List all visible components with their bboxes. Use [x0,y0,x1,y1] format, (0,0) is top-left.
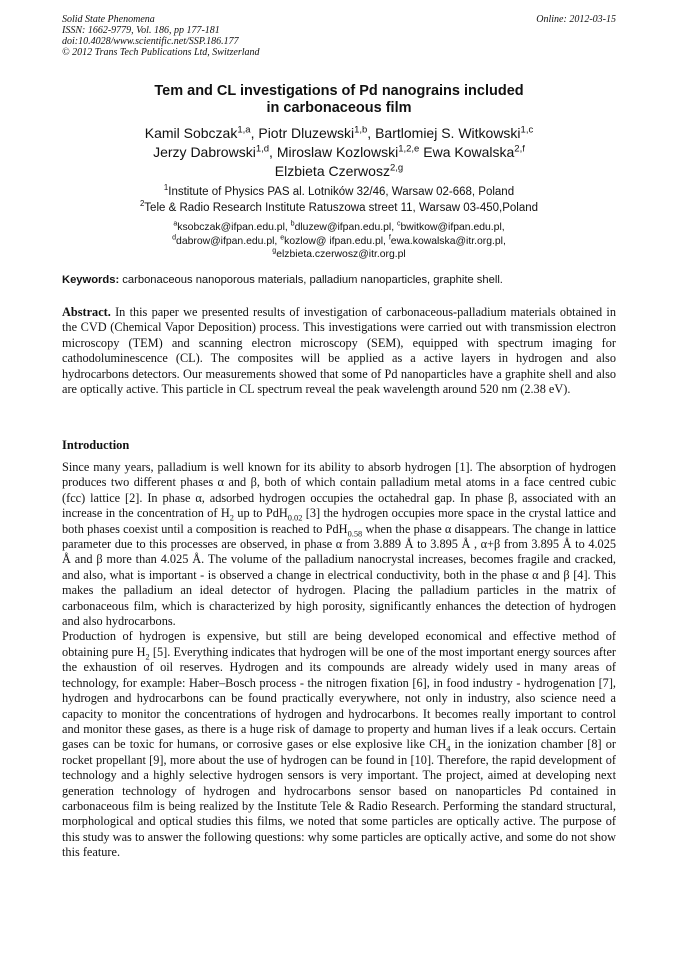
author-separator: , [250,125,259,141]
affiliation-text: Tele & Radio Research Institute Ratuszowa street 11, Warsaw 03-450,Poland [144,202,539,214]
text-run: [5]. Everything indicates that hydrogen will be one of the most important energy sources after the exhaustion of oil reserves. Hydrogen and its compounds are already widely used in many areas of technology, for example: Haber–Bosch process - the nitrogen fixation [6], in food industry - hydrogenation [7], hydrogen and hydrocarbons can be found practically everywhere, not only in industry, also science need a capacity to monitor the concentrations of hydrogen and hydrocarbons. It becomes really important to control and monitor these gases, as there is a huge risk of damage to property and human lives if a leak occurs. Certain gases can be toxic for humans, or corrosive gases or else explosive like CH [62,644,616,752]
email-mark: d [172,234,177,242]
affiliation-2 [62,200,616,216]
author-line-2 [62,143,616,162]
author-affil-mark: 1,d [255,143,270,155]
paragraph [62,460,616,629]
author-name: Elzbieta Czerwosz [274,163,390,179]
abstract [62,305,616,397]
email-address[interactable]: elzbieta.czerwosz@itr.org.pl [276,249,406,260]
author-separator: , [367,125,376,141]
author-name: Piotr Dluzewski [258,125,355,141]
paper-title [62,83,616,117]
subscript: 2 [145,652,150,662]
subscript: 0.02 [287,513,303,523]
author-name: Ewa Kowalska [423,144,515,160]
author-name: Miroslaw Kozlowski [276,144,399,160]
journal-name: Solid State Phenomena [62,14,155,25]
journal-header [62,14,616,58]
email-line-2 [62,235,616,249]
email-line-3 [62,248,616,262]
author-line-1 [62,124,616,143]
email-mark: b [290,220,295,228]
email-mark: f [388,234,391,242]
copyright-line: © 2012 Trans Tech Publications Ltd, Switzerland [62,47,260,58]
author-affil-mark: 2,f [514,143,525,155]
author-affil-mark: 2,g [389,162,404,174]
doi-line: doi:10.4028/www.scientific.net/SSP.186.177 [62,36,239,47]
online-date: Online: 2012-03-15 [536,14,616,25]
email-address[interactable]: ewa.kowalska@itr.org.pl, [390,235,506,247]
affiliation-1 [62,184,616,200]
author-name: Kamil Sobczak [144,125,238,141]
title-line-1: Tem and CL investigations of Pd nanograins included [154,83,524,99]
keywords-text: carbonaceous nanoporous materials, palladium nanoparticles, graphite shell. [119,274,503,286]
email-address[interactable]: kozlow@ ifpan.edu.pl, [284,235,389,247]
introduction-body [62,460,616,861]
email-line-1 [62,221,616,235]
issn-line: ISSN: 1662-9779, Vol. 186, pp 177-181 [62,25,220,36]
author-affil-mark: 1,2,e [398,143,420,155]
keywords-label: Keywords: [62,274,120,286]
subscript: 0.58 [347,529,363,539]
subscript: 2 [229,513,234,523]
author-line-3 [62,162,616,181]
email-address[interactable]: dluzew@ifpan.edu.pl, [294,222,397,233]
author-list [62,124,616,181]
email-mark: a [173,220,178,228]
text-run: up to PdH [233,506,288,521]
email-address[interactable]: ksobczak@ifpan.edu.pl, [177,222,291,233]
affiliation-mark: 1 [163,183,169,193]
email-mark: g [272,247,277,255]
email-mark: c [397,220,401,228]
text-run: in the ionization chamber [8] or rocket propellant [9], more about the use of hydrogen can be found in [10]. Therefore, the rapid development of technology and a highly selective hydrogen sensors is very important. The project, aimed at developing next generation technology of hydrogen and hydrocarbons sensor based on nanoparticles Pd contained in carbonaceous film is being realized by the Institute Tele & Radio Research. Performing the standard structural, morphological and optical studies this films, we noted that some particles are optically active. The purpose of this study was to answer the following questions: why some particles are optically active, and some do not show this feature. [62,737,617,860]
email-address[interactable]: bwitkow@ifpan.edu.pl, [400,222,505,233]
text-run: Production of hydrogen is expensive, but still are being developed economical and effective method of obtaining pure H [62,629,616,659]
author-separator: , [269,144,277,160]
affiliation-text: Institute of Physics PAS al. Lotników 32/46, Warsaw 02-668, Poland [168,186,515,198]
section-heading-introduction: Introduction [62,438,130,452]
email-mark: e [280,234,285,242]
keywords [62,273,616,287]
text-run: when the phase α disappears. The change in lattice parameter due to this processes are observed, in phase α from 3.889 Å to 3.895 Å , α+β from 3.895 Å to 4.025 Å and β more than 4.025 Å. The volume of the palladium nanocrystal increases, becomes fragile and cracked, and also, what is important - is observed a change in electrical conductivity, both in the phase α and β [4]. This makes the palladium an ideal detector of hydrogen. Placing the palladium particles in the matrix of carbonaceous film, which is characterized by high porosity, significantly enhances the detection of hydrogen and also hydrocarbons. [62,521,617,629]
author-name: Bartlomiej S. Witkowski [375,125,521,141]
abstract-text: In this paper we presented results of investigation of carbonaceous-palladium materials obtained in the CVD (Chemical Vapor Deposition) process. This investigations were carried out with transmission electron microscopy (TEM) and scanning electron microscopy (SEM), equipped with spectrum imaging for cathodoluminescence (CL). The composites will be applied as a active layers in hydrogen and also hydrocarbons detectors. Our measurements showed that some of Pd nanoparticles have a graphite shell and also are optically active. This particle in CL spectrum reveal the peak wavelength around 520 nm (2.38 eV). [62,305,616,397]
author-affil-mark: 1,c [520,124,534,136]
title-line-2: in carbonaceous film [266,100,412,116]
email-list [62,221,616,262]
author-affil-mark: 1,a [237,124,251,136]
author-name: Jerzy Dabrowski [153,144,256,160]
affiliations [62,184,616,216]
author-affil-mark: 1,b [354,124,368,136]
email-address[interactable]: dabrow@ifpan.edu.pl, [176,235,281,247]
text-run: [3] the hydrogen occupies more space in the crystal lattice and both phases coexist until a composition is reached to PdH [62,506,616,536]
abstract-label: Abstract. [62,305,111,319]
subscript: 4 [446,744,451,754]
affiliation-mark: 2 [139,199,145,209]
text-run: Since many years, palladium is well known for its ability to absorb hydrogen [1]. The absorption of hydrogen produces two different phases α and β, both of which contain palladium metal atoms in a face centred cubic (fcc) lattice [2]. In phase α, adsorbed hydrogen occupies the octahedral gap. In phase β, associated with an increase in the concentration of H [62,460,616,521]
paragraph [62,629,616,860]
